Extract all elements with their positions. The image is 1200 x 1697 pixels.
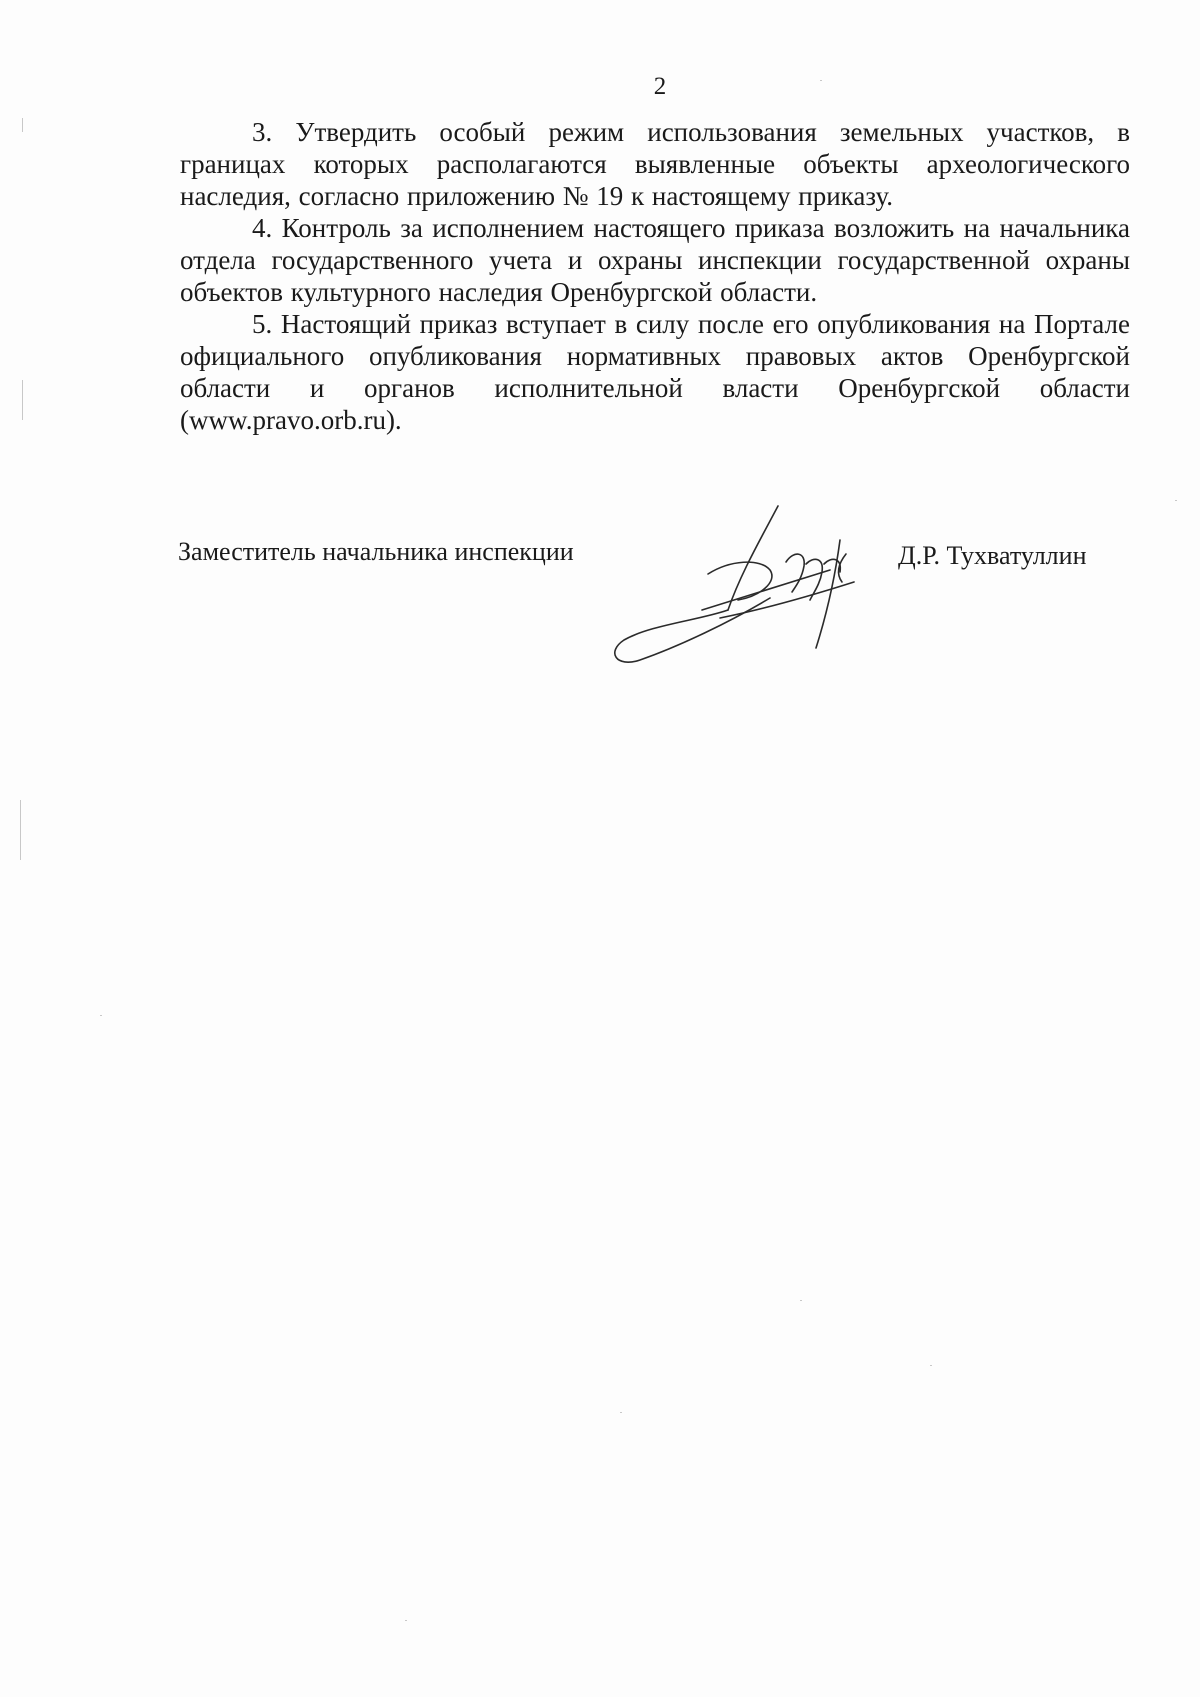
scan-artifact	[1175, 500, 1177, 501]
paragraph-5: 5. Настоящий приказ вступает в силу после его опубликования на Портале официального опубликования нормативных правовых актов Оренбургской области и органов исполнительной власти Оренбургской области (www.pravo.orb.ru).	[180, 309, 1130, 435]
scan-artifact	[800, 1300, 802, 1301]
signer-name: Д.Р. Тухватуллин	[898, 541, 1087, 570]
signature-block	[0, 520, 1200, 670]
scan-artifact	[20, 800, 21, 860]
scan-artifact	[405, 1620, 407, 1621]
signer-title: Заместитель начальника инспекции	[178, 537, 574, 566]
document-body	[180, 116, 1130, 436]
scan-artifact	[930, 1365, 932, 1366]
scan-artifact	[620, 1412, 622, 1413]
scan-artifact	[820, 80, 822, 81]
scan-artifact	[100, 1015, 102, 1016]
paragraph-3: 3. Утвердить особый режим использования земельных участков, в границах которых располагаются выявленные объекты археологического наследия, согласно приложению № 19 к настоящему приказу.	[180, 117, 1130, 211]
scan-artifact	[22, 118, 23, 132]
page-number: 2	[653, 73, 667, 100]
paragraph-4: 4. Контроль за исполнением настоящего приказа возложить на начальника отдела государственного учета и охраны инспекции государственной охраны объектов культурного наследия Оренбургской области.	[180, 213, 1130, 307]
scan-artifact	[22, 380, 23, 420]
signature-icon	[610, 500, 900, 670]
